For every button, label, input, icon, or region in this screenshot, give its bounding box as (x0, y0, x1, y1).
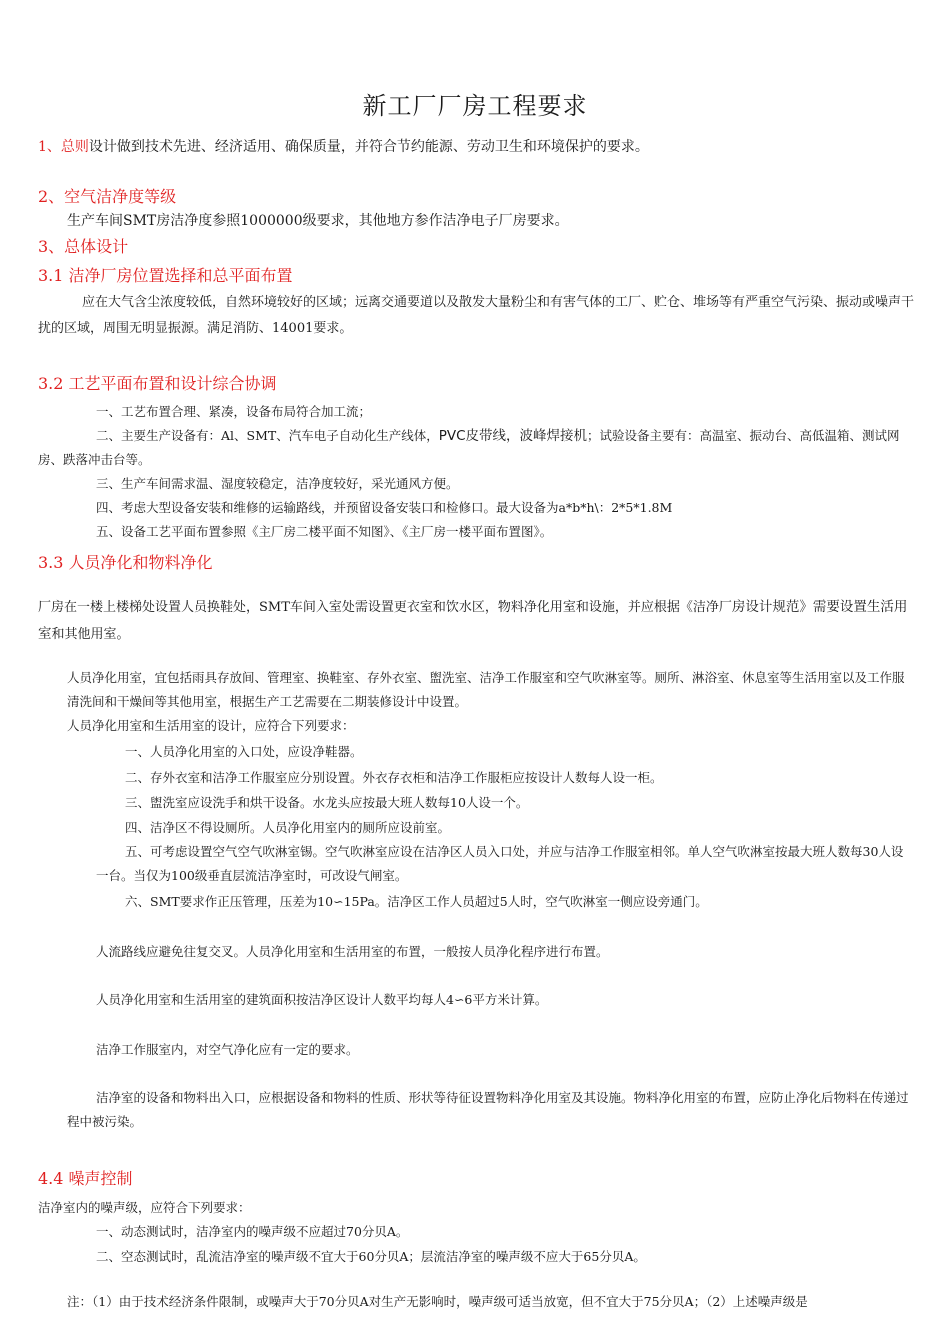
purification-paragraph-5: 人员净化用室和生活用室的建筑面积按洁净区设计人数平均每人4∽6平方米计算。 (96, 992, 548, 1007)
section-heading-overall-design: 3、总体设计 (38, 237, 129, 256)
site-selection-text: 应在大气含尘浓度较低，自然环境较好的区域；远离交通要道以及散发大量粉尘和有害气体的工厂、贮仓、堆场等有严重空气污染、振动或噪声干扰的区域，周围无明显振源。满足消防、14001要求。 (38, 295, 915, 336)
purification-paragraph-1-b: 房设计规范》需要设置生活用室 (38, 599, 908, 642)
section-number: 1、 (38, 139, 61, 155)
layout-item-5: 五、设备工艺平面布置参照《主厂房二楼平面不知图》、《主厂房一楼平面布置图》。 (96, 524, 553, 539)
requirement-1: 一、人员净化用室的入口处，应设净鞋器。 (125, 744, 363, 759)
purification-paragraph-3: 人员净化用室和生活用室的设计，应符合下列要求： (67, 718, 355, 733)
section-heading-4-4: 4.4 噪声控制 (38, 1169, 133, 1188)
section-heading: 总则 (60, 139, 89, 155)
section-heading-air-cleanliness: 2、空气洁净度等级 (38, 187, 177, 206)
purification-paragraph-4: 人流路线应避免往复交叉。人员净化用室和生活用室的布置，一般按人员净化程序进行布置。 (96, 944, 609, 959)
requirement-2: 二、存外衣室和洁净工作服室应分别设置。外衣存衣柜和洁净工作服柜应按设计人数每人设一柜。 (125, 770, 663, 785)
layout-item-2-part-a: 二、主要生产设备有：Al、SMT、汽车电子自动化生产线体， (96, 428, 439, 443)
layout-item-4: 四、考虑大型设备安装和维修的运输路线，并预留设备安装口和检修口。最大设备为a*b*h\：2*5*1.8M (96, 500, 673, 515)
section-heading-3-2: 3.2 工艺平面布置和设计综合协调 (38, 374, 277, 393)
requirement-5: 五、可考虑设置空气空气吹淋室锡。空气吹淋室应设在洁净区人员入口处，并应与洁净工作服室相邻。单人空气吹淋室按最大班人数每30人设一台。当仅为100级垂直层流洁净室时，可改设气闸室。 (96, 844, 904, 883)
requirement-4: 四、洁净区不得设厕所。人员净化用室内的厕所应设前室。 (125, 820, 451, 835)
section-general (38, 136, 649, 156)
layout-item-3: 三、生产车间需求温、湿度较稳定，洁净度较好，采光通风方便。 (96, 476, 459, 491)
purification-paragraph-1-a: 厂房在一楼上楼梯处设置人员换鞋处，SMT车间入室处需设置更衣室和饮水区，物料净化用室和设施，并应根据《洁净厂 (38, 600, 732, 615)
layout-item-2-part-c: ；试验设备主要有：高温室、振动台、高低温箱、测试网房、跌落冲击台等。 (38, 428, 900, 467)
requirement-3: 三、盥洗室应设洗手和烘干设备。水龙头应按最大班人数每10人设一个。 (125, 795, 529, 810)
purification-paragraph-1-c: 和其他用室。 (51, 627, 130, 642)
noise-intro: 洁净室内的噪声级，应符合下列要求： (38, 1200, 251, 1215)
purification-paragraph-2: 人员净化用室，宜包括雨具存放间、管理室、换鞋室、存外衣室、盥洗室、洁净工作服室和空气吹淋室等。厕所、淋浴室、休息室等生活用室以及工作服清洗间和干燥间等其他用室，根据生产工艺需要在二期装修设计中设置。 (67, 670, 905, 709)
layout-item-1: 一、工艺布置合理、紧凑，设备布局符合加工流； (96, 404, 372, 419)
noise-requirement-1: 一、动态测试时，洁净室内的噪声级不应超过70分贝A。 (96, 1224, 409, 1239)
noise-note: 注：（1）由于技术经济条件限制，或噪声大于70分贝A对生产无影响时，噪声级可适当放宽，但不宜大于75分贝A；（2）上述噪声级是 (67, 1294, 808, 1309)
air-cleanliness-text: 生产车间SMT房洁净度参照1000000级要求，其他地方参作洁净电子厂房要求。 (67, 213, 569, 229)
purification-paragraph-1 (38, 594, 914, 648)
section-heading-3-3: 3.3 人员净化和物料净化 (38, 553, 213, 572)
requirement-6: 六、SMT要求作正压管理，压差为10∽15Pa。洁净区工作人员超过5人时，空气吹淋室一侧应设旁通门。 (125, 894, 708, 909)
section-heading-3-1: 3.1 洁净厂房位置选择和总平面布置 (38, 266, 293, 285)
section-text: 设计做到技术先进、经济适用、确保质量，并符合节约能源、劳动卫生和环境保护的要求。 (88, 139, 649, 155)
purification-paragraph-6: 洁净工作服室内，对空气净化应有一定的要求。 (96, 1042, 359, 1057)
page-title: 新工厂厂房工程要求 (362, 92, 588, 120)
layout-item-2-part-b: PVC皮带线，波峰焊接机 (438, 428, 588, 444)
noise-requirement-2: 二、空态测试时，乱流洁净室的噪声级不宜大于60分贝A；层流洁净室的噪声级不应大于65分贝A。 (96, 1249, 646, 1264)
purification-paragraph-7: 洁净室的设备和物料出入口，应根据设备和物料的性质、形状等待征设置物料净化用室及其设施。物料净化用室的布置，应防止净化后物料在传递过程中被污染。 (67, 1090, 909, 1129)
layout-item-2 (38, 424, 914, 472)
